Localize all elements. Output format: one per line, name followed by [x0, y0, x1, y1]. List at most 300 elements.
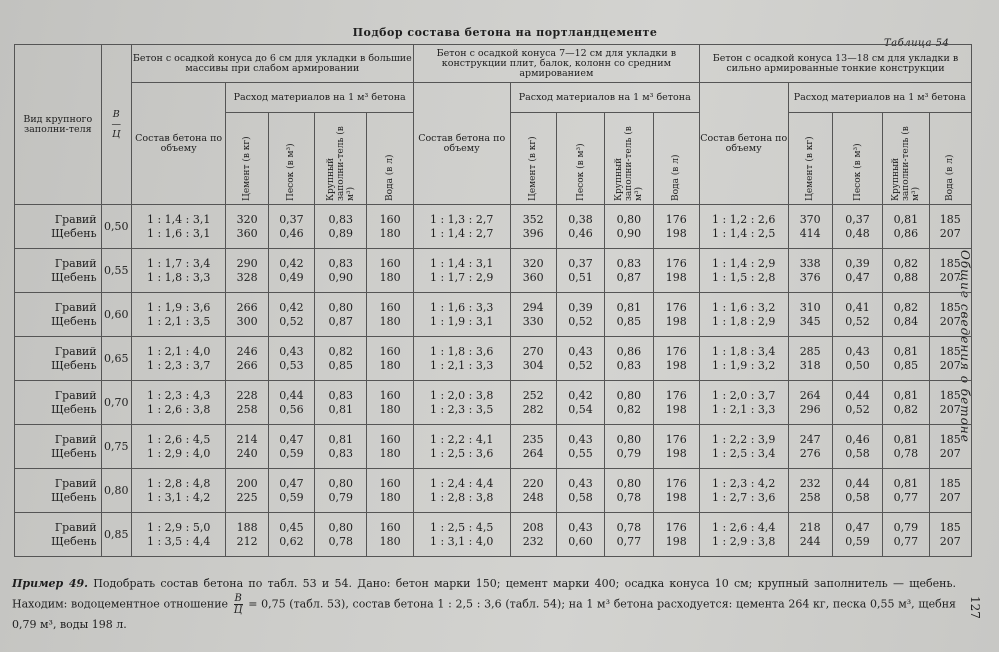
sand-cell-value: 0,43: [568, 476, 593, 490]
coarse-cell: [605, 205, 653, 249]
sand-cell-value: 0,52: [279, 314, 304, 328]
composition-cell-value: 1 : 3,5 : 4,4: [146, 534, 211, 548]
cement-cell-value: 338: [799, 256, 821, 270]
cement-cell-value: 370: [799, 212, 821, 226]
sand-cell-value: 0,47: [845, 520, 870, 534]
wc-cell-value: 0,75: [103, 439, 129, 453]
composition-cell-value: 1 : 1,3 : 2,7: [429, 212, 494, 226]
composition-cell-value: 1 : 1,9 : 3,6: [146, 300, 211, 314]
coarse-cell-value: 0,87: [616, 270, 642, 284]
wc-cell: [101, 425, 131, 469]
wc-num: В: [112, 108, 120, 120]
water-cell: [367, 381, 413, 425]
aggregate-cell-value: Гравий: [54, 388, 97, 402]
aggregate-cell-value: Гравий: [54, 476, 97, 490]
coarse-cell: [605, 337, 653, 381]
water-cell-value: 185: [939, 300, 961, 314]
cement-cell-value: 352: [522, 212, 544, 226]
composition-cell-value: 1 : 1,4 : 2,9: [712, 256, 776, 270]
table-number: Таблица 54: [884, 38, 950, 49]
water-cell-value: 180: [379, 358, 401, 372]
coarse-cell-value: 0,78: [893, 446, 919, 460]
composition-cell-value: 1 : 2,2 : 4,1: [429, 432, 494, 446]
composition-cell-value: 1 : 1,5 : 2,8: [712, 270, 776, 284]
composition-cell: [413, 337, 510, 381]
cement-cell: [226, 337, 268, 381]
water-cell-value: 207: [939, 490, 961, 504]
composition-cell: [131, 469, 226, 513]
coarse-cell: [883, 337, 929, 381]
composition-cell: [699, 205, 788, 249]
aggregate-cell-value: Щебень: [51, 446, 97, 460]
sand-cell-value: 0,60: [568, 534, 593, 548]
water-cell-value: 198: [665, 314, 687, 328]
cement-cell-value: 345: [799, 314, 821, 328]
composition-cell-value: 1 : 2,8 : 3,8: [429, 490, 494, 504]
water-cell-value: 180: [379, 314, 401, 328]
coarse-cell-value: 0,88: [893, 270, 919, 284]
cement-cell: [226, 469, 268, 513]
wc-cell: [101, 381, 131, 425]
wc-cell-value: 0,65: [103, 351, 129, 365]
aggregate-cell-value: Гравий: [54, 300, 97, 314]
water-cell: [367, 425, 413, 469]
col-header-coarse-2: [605, 113, 653, 205]
aggregate-cell-value: Щебень: [51, 402, 97, 416]
cement-cell-value: 320: [522, 256, 544, 270]
cement-cell: [226, 513, 268, 557]
group-header-1: Бетон с осадкой конуса до 6 см для укладки в большие массивы при слабом армировании: [131, 45, 413, 83]
composition-cell-value: 1 : 3,1 : 4,2: [146, 490, 211, 504]
aggregate-cell-value: Гравий: [54, 432, 97, 446]
sand-cell-value: 0,42: [279, 256, 304, 270]
composition-cell-value: 1 : 2,7 : 3,6: [712, 490, 776, 504]
water-cell-value: 207: [939, 314, 961, 328]
coarse-cell: [605, 381, 653, 425]
sand-cell-value: 0,39: [568, 300, 593, 314]
wc-cell: [101, 293, 131, 337]
sand-cell: [832, 205, 882, 249]
water-cell: [929, 469, 971, 513]
water-label: Вода (в л): [671, 154, 682, 201]
sand-cell-value: 0,56: [279, 402, 304, 416]
composition-cell-value: 1 : 1,4 : 3,1: [429, 256, 494, 270]
sand-cell-value: 0,51: [568, 270, 593, 284]
coarse-cell-value: 0,83: [328, 212, 354, 226]
sand-cell-value: 0,47: [279, 432, 304, 446]
water-cell-value: 180: [379, 402, 401, 416]
coarse-cell: [883, 293, 929, 337]
cement-cell-value: 228: [236, 388, 258, 402]
sand-cell-value: 0,58: [568, 490, 593, 504]
cement-cell-value: 264: [799, 388, 821, 402]
sand-cell-value: 0,47: [279, 476, 304, 490]
coarse-cell-value: 0,78: [616, 490, 642, 504]
sand-cell-value: 0,39: [845, 256, 870, 270]
water-cell-value: 185: [939, 212, 961, 226]
cement-label: Цемент (в кг): [805, 135, 816, 201]
cement-cell-value: 225: [236, 490, 258, 504]
col-header-sand-3: [832, 113, 882, 205]
water-cell-value: 176: [665, 212, 687, 226]
coarse-cell-value: 0,82: [328, 344, 354, 358]
coarse-cell-value: 0,81: [893, 344, 919, 358]
sand-cell: [556, 513, 604, 557]
composition-cell-value: 1 : 2,8 : 4,8: [146, 476, 211, 490]
cement-cell: [226, 381, 268, 425]
water-cell-value: 207: [939, 226, 961, 240]
col-header-water-1: [367, 113, 413, 205]
cement-cell: [226, 425, 268, 469]
cement-cell: [788, 513, 832, 557]
sand-cell: [268, 293, 314, 337]
cement-cell-value: 232: [799, 476, 821, 490]
sand-cell: [832, 337, 882, 381]
water-cell: [653, 337, 699, 381]
composition-cell: [131, 249, 226, 293]
water-cell: [929, 293, 971, 337]
sand-cell-value: 0,62: [279, 534, 304, 548]
sand-cell: [556, 205, 604, 249]
coarse-cell-value: 0,85: [328, 358, 354, 372]
coarse-label: Крупный заполни-тель (в м³): [613, 125, 644, 201]
composition-cell-value: 1 : 2,0 : 3,8: [429, 388, 494, 402]
water-cell: [929, 513, 971, 557]
sand-cell-value: 0,43: [568, 520, 593, 534]
coarse-cell-value: 0,90: [328, 270, 354, 284]
coarse-cell-value: 0,83: [328, 256, 354, 270]
composition-cell: [413, 293, 510, 337]
sand-cell: [268, 513, 314, 557]
coarse-cell: [883, 249, 929, 293]
col-header-consumption-3: Расход материалов на 1 м³ бетона: [788, 83, 971, 113]
col-header-composition-2: Состав бетона по объему: [413, 83, 510, 205]
composition-cell-value: 1 : 2,9 : 4,0: [146, 446, 211, 460]
composition-cell-value: 1 : 1,4 : 2,5: [712, 226, 776, 240]
composition-cell-value: 1 : 1,6 : 3,2: [712, 300, 776, 314]
water-cell-value: 180: [379, 226, 401, 240]
cement-label: Цемент (в кг): [528, 135, 539, 201]
cement-cell: [226, 293, 268, 337]
water-cell-value: 160: [379, 212, 401, 226]
composition-cell-value: 1 : 1,8 : 3,3: [146, 270, 211, 284]
cement-cell: [510, 513, 556, 557]
col-header-aggregate-label: Вид крупного заполни-теля: [23, 113, 93, 135]
cement-cell-value: 266: [236, 300, 258, 314]
water-cell-value: 176: [665, 520, 687, 534]
cement-cell-value: 252: [522, 388, 544, 402]
fraction-denominator: Ц: [233, 605, 243, 616]
cement-cell-value: 296: [799, 402, 821, 416]
cement-cell-value: 248: [522, 490, 544, 504]
cement-cell: [788, 425, 832, 469]
cement-cell-value: 320: [236, 212, 258, 226]
sand-cell: [556, 337, 604, 381]
composition-cell: [699, 425, 788, 469]
composition-cell: [413, 469, 510, 513]
water-cell-value: 185: [939, 432, 961, 446]
cement-cell-value: 212: [236, 534, 258, 548]
water-cell-value: 160: [379, 300, 401, 314]
sand-cell: [556, 293, 604, 337]
water-cell: [367, 293, 413, 337]
composition-cell-value: 1 : 2,9 : 3,8: [712, 534, 776, 548]
coarse-label: Крупный заполни-тель (в м³): [325, 125, 356, 201]
wc-cell-value: 0,70: [103, 395, 129, 409]
composition-cell-value: 1 : 1,6 : 3,1: [146, 226, 211, 240]
water-cell-value: 180: [379, 490, 401, 504]
sand-cell-value: 0,46: [279, 226, 304, 240]
wc-cell-value: 0,50: [103, 219, 129, 233]
water-cell: [653, 425, 699, 469]
water-cell-value: 176: [665, 256, 687, 270]
water-cell: [653, 205, 699, 249]
sand-cell: [268, 337, 314, 381]
coarse-cell: [605, 513, 653, 557]
cement-cell: [510, 337, 556, 381]
cement-cell-value: 258: [799, 490, 821, 504]
col-header-coarse-1: [315, 113, 367, 205]
wc-cell: [101, 205, 131, 249]
coarse-cell: [315, 513, 367, 557]
sand-cell: [832, 513, 882, 557]
water-cell: [653, 513, 699, 557]
aggregate-cell: [15, 249, 102, 293]
water-cell: [653, 381, 699, 425]
water-cell-value: 207: [939, 534, 961, 548]
coarse-cell-value: 0,78: [616, 520, 642, 534]
water-cell-value: 180: [379, 270, 401, 284]
coarse-cell: [883, 381, 929, 425]
composition-cell-value: 1 : 1,4 : 3,1: [146, 212, 211, 226]
composition-cell-value: 1 : 2,5 : 3,6: [429, 446, 494, 460]
coarse-cell-value: 0,81: [328, 432, 354, 446]
col-header-composition-1: Состав бетона по объему: [131, 83, 226, 205]
water-cell: [929, 337, 971, 381]
cement-cell-value: 300: [236, 314, 258, 328]
coarse-cell-value: 0,77: [893, 534, 919, 548]
cement-cell-value: 310: [799, 300, 821, 314]
cement-cell-value: 282: [522, 402, 544, 416]
sand-cell-value: 0,44: [279, 388, 304, 402]
aggregate-cell: [15, 381, 102, 425]
water-cell-value: 185: [939, 256, 961, 270]
sand-cell-value: 0,43: [279, 344, 304, 358]
cement-cell-value: 266: [236, 358, 258, 372]
coarse-cell: [883, 425, 929, 469]
water-label: Вода (в л): [385, 154, 396, 201]
cement-cell-value: 360: [522, 270, 544, 284]
water-cell-value: 160: [379, 476, 401, 490]
coarse-cell-value: 0,85: [893, 358, 919, 372]
cement-cell-value: 328: [236, 270, 258, 284]
aggregate-cell: [15, 513, 102, 557]
coarse-cell-value: 0,87: [328, 314, 354, 328]
composition-cell: [413, 425, 510, 469]
sand-cell-value: 0,37: [568, 256, 593, 270]
water-cell-value: 185: [939, 520, 961, 534]
sand-cell-value: 0,45: [279, 520, 304, 534]
cement-cell-value: 232: [522, 534, 544, 548]
col-header-consumption-2: Расход материалов на 1 м³ бетона: [510, 83, 699, 113]
cement-cell-value: 208: [522, 520, 544, 534]
table-row: [15, 513, 972, 557]
composition-cell-value: 1 : 2,0 : 3,7: [712, 388, 776, 402]
wc-cell-value: 0,55: [103, 263, 129, 277]
table-row: [15, 469, 972, 513]
aggregate-cell: [15, 293, 102, 337]
composition-cell-value: 1 : 1,2 : 2,6: [712, 212, 776, 226]
coarse-cell-value: 0,81: [893, 388, 919, 402]
water-cell: [367, 513, 413, 557]
coarse-cell-value: 0,82: [893, 300, 919, 314]
composition-cell: [413, 205, 510, 249]
coarse-cell: [883, 205, 929, 249]
wc-cell: [101, 249, 131, 293]
water-cell-value: 160: [379, 520, 401, 534]
coarse-cell-value: 0,89: [328, 226, 354, 240]
composition-cell: [131, 425, 226, 469]
composition-cell-value: 1 : 2,1 : 4,0: [146, 344, 211, 358]
sand-cell: [268, 205, 314, 249]
wc-cell: [101, 469, 131, 513]
wc-den: Ц: [112, 128, 121, 140]
aggregate-cell: [15, 205, 102, 249]
composition-cell-value: 1 : 2,3 : 4,3: [146, 388, 211, 402]
col-header-water-3: [929, 113, 971, 205]
coarse-cell: [315, 469, 367, 513]
sand-cell-value: 0,37: [845, 212, 870, 226]
aggregate-cell: [15, 469, 102, 513]
aggregate-cell-value: Гравий: [54, 256, 97, 270]
water-cell-value: 207: [939, 446, 961, 460]
water-cell-value: 176: [665, 300, 687, 314]
cement-cell-value: 276: [799, 446, 821, 460]
example-text-2: = 0,75 (табл. 53), состав бетона 1 : 2,5 : 3,6 (табл. 54); на 1 м³ бетона расходуется: цемента 264 кг, песка 0,55 м³, щебня 0,79 м³, воды 198 л.: [12, 597, 957, 631]
cement-cell: [510, 293, 556, 337]
composition-cell-value: 1 : 2,6 : 3,8: [146, 402, 211, 416]
page-number: 127: [968, 596, 982, 619]
group-header-2: Бетон с осадкой конуса 7—12 см для укладки в конструкции плит, балок, колонн со средним армированием: [413, 45, 699, 83]
water-cell-value: 176: [665, 476, 687, 490]
water-cell-value: 180: [379, 534, 401, 548]
coarse-cell: [883, 469, 929, 513]
water-cell-value: 160: [379, 388, 401, 402]
coarse-cell-value: 0,85: [616, 314, 642, 328]
water-cell-value: 185: [939, 476, 961, 490]
sand-cell-value: 0,49: [279, 270, 304, 284]
aggregate-cell-value: Гравий: [54, 344, 97, 358]
water-cell-value: 198: [665, 402, 687, 416]
col-header-coarse-3: [883, 113, 929, 205]
coarse-cell-value: 0,82: [893, 256, 919, 270]
composition-cell-value: 1 : 2,1 : 3,5: [146, 314, 211, 328]
coarse-cell-value: 0,77: [616, 534, 642, 548]
composition-cell-value: 1 : 2,3 : 4,2: [712, 476, 776, 490]
wc-fraction: [234, 593, 243, 616]
coarse-cell: [605, 249, 653, 293]
cement-cell-value: 330: [522, 314, 544, 328]
sand-cell-value: 0,54: [568, 402, 593, 416]
wc-cell-value: 0,85: [103, 527, 129, 541]
water-cell: [929, 425, 971, 469]
sand-cell: [268, 249, 314, 293]
sand-cell: [556, 249, 604, 293]
example-paragraph: [12, 575, 956, 634]
coarse-cell: [605, 293, 653, 337]
coarse-cell-value: 0,80: [616, 432, 642, 446]
water-cell-value: 198: [665, 446, 687, 460]
water-cell: [367, 205, 413, 249]
water-cell-value: 207: [939, 270, 961, 284]
col-header-cement-3: [788, 113, 832, 205]
composition-cell-value: 1 : 1,7 : 2,9: [429, 270, 494, 284]
coarse-cell-value: 0,77: [893, 490, 919, 504]
water-cell: [929, 205, 971, 249]
coarse-cell-value: 0,79: [893, 520, 919, 534]
composition-cell-value: 1 : 1,6 : 3,3: [429, 300, 494, 314]
cement-cell-value: 376: [799, 270, 821, 284]
sand-cell-value: 0,50: [845, 358, 870, 372]
composition-cell-value: 1 : 2,5 : 3,4: [712, 446, 776, 460]
example-label: Пример 49.: [12, 577, 88, 590]
coarse-cell-value: 0,81: [616, 300, 642, 314]
composition-cell-value: 1 : 2,1 : 3,3: [429, 358, 494, 372]
composition-cell: [131, 381, 226, 425]
composition-cell-value: 1 : 2,3 : 3,7: [146, 358, 211, 372]
coarse-cell-value: 0,82: [616, 402, 642, 416]
sand-cell-value: 0,52: [568, 314, 593, 328]
table-body: [15, 205, 972, 557]
sand-cell-value: 0,41: [845, 300, 870, 314]
water-cell-value: 176: [665, 388, 687, 402]
table-row: [15, 425, 972, 469]
composition-cell: [699, 513, 788, 557]
aggregate-cell-value: Щебень: [51, 358, 97, 372]
table-row: [15, 205, 972, 249]
cement-cell: [510, 381, 556, 425]
sand-cell: [268, 381, 314, 425]
composition-cell: [699, 337, 788, 381]
sand-cell: [268, 469, 314, 513]
aggregate-cell-value: Щебень: [51, 270, 97, 284]
coarse-cell-value: 0,83: [616, 256, 642, 270]
water-cell: [367, 469, 413, 513]
coarse-cell-value: 0,80: [616, 212, 642, 226]
coarse-cell-value: 0,80: [616, 388, 642, 402]
coarse-cell-value: 0,82: [893, 402, 919, 416]
coarse-cell: [315, 293, 367, 337]
coarse-cell: [315, 425, 367, 469]
wc-cell: [101, 337, 131, 381]
coarse-cell-value: 0,80: [328, 300, 354, 314]
sand-cell-value: 0,43: [568, 432, 593, 446]
sand-cell-value: 0,55: [568, 446, 593, 460]
col-header-cement-2: [510, 113, 556, 205]
sand-cell-value: 0,48: [845, 226, 870, 240]
cement-cell-value: 247: [799, 432, 821, 446]
composition-cell-value: 1 : 1,8 : 3,4: [712, 344, 776, 358]
sand-label: Песок (в м³): [575, 142, 586, 201]
water-cell-value: 198: [665, 490, 687, 504]
coarse-cell-value: 0,86: [893, 226, 919, 240]
cement-cell: [788, 249, 832, 293]
cement-cell-value: 258: [236, 402, 258, 416]
sand-cell-value: 0,59: [279, 446, 304, 460]
sand-cell-value: 0,59: [845, 534, 870, 548]
composition-cell-value: 1 : 2,4 : 4,4: [429, 476, 494, 490]
composition-cell-value: 1 : 2,5 : 4,5: [429, 520, 494, 534]
